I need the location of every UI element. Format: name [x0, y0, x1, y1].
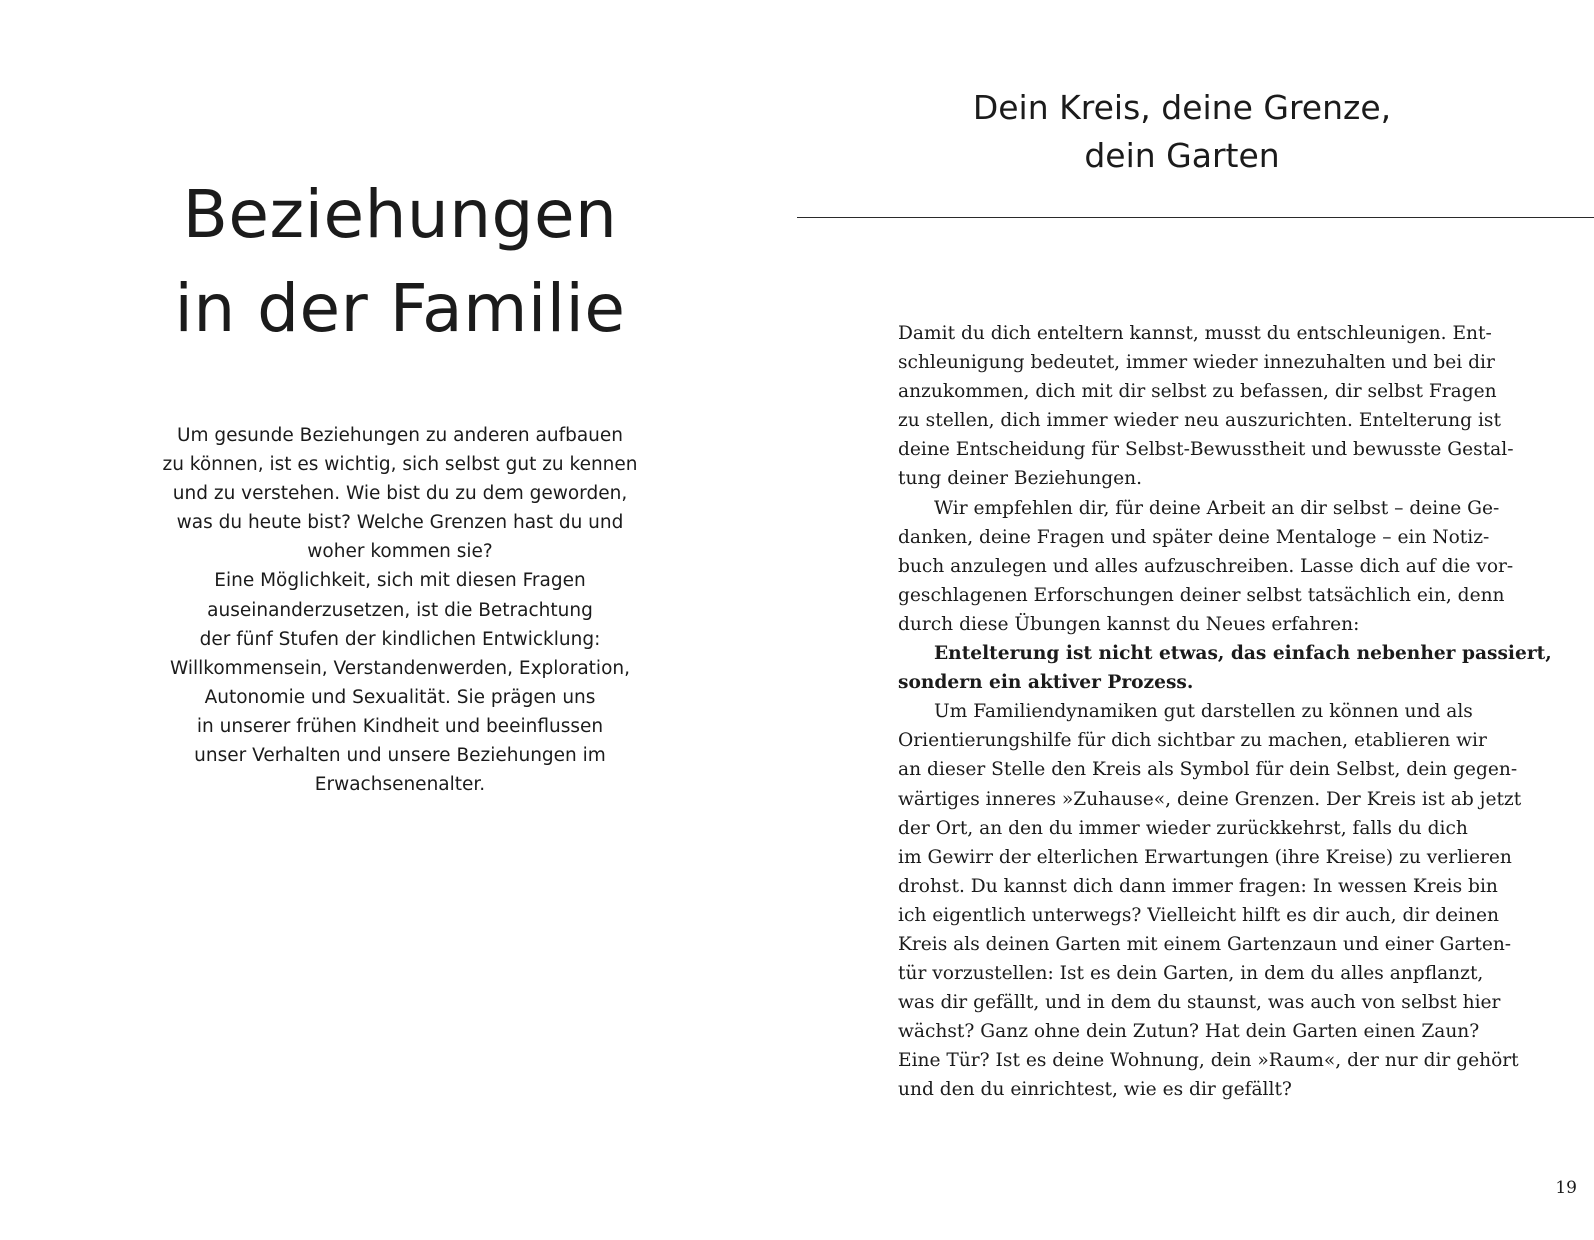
body-line: Orientierungshilfe für dich sichtbar zu machen, etablieren wir	[898, 730, 1487, 752]
right-page	[797, 0, 1594, 1240]
section-heading-line: Dein Kreis, deine Grenze,	[972, 88, 1392, 127]
body-line: geschlagenen Erforschungen deiner selbst tatsächlich ein, denn	[898, 584, 1505, 606]
intro-line: unser Verhalten und unsere Beziehungen im	[194, 745, 606, 767]
body-line: zu stellen, dich immer wieder neu auszurichten. Entelterung ist	[898, 410, 1501, 432]
emphasis-line: sondern ein aktiver Prozess.	[898, 672, 1194, 694]
body-line: schleunigung bedeutet, immer wieder innezuhalten und bei dir	[898, 352, 1495, 374]
page-number: 19	[1555, 1178, 1577, 1198]
body-line: drohst. Du kannst dich dann immer fragen: In wessen Kreis bin	[898, 875, 1498, 897]
intro-line: Autonomie und Sexualität. Sie prägen uns	[204, 686, 596, 708]
body-line: Um Familiendynamiken gut darstellen zu können und als	[934, 701, 1473, 723]
body-line: der Ort, an den du immer wieder zurückkehrst, falls du dich	[898, 817, 1468, 839]
body-text	[898, 319, 1552, 1105]
body-line: deine Entscheidung für Selbst-Bewusstheit und bewusste Gestal-	[898, 439, 1514, 461]
intro-line: Erwachsenenalter.	[314, 774, 486, 796]
chapter-title-line: Beziehungen	[182, 176, 618, 253]
intro-line: auseinanderzusetzen, ist die Betrachtung	[207, 599, 593, 621]
body-line: im Gewirr der elterlichen Erwartungen (ihre Kreise) zu verlieren	[898, 846, 1512, 868]
intro-line: woher kommen sie?	[307, 541, 493, 563]
body-line: Wir empfehlen dir, für deine Arbeit an dir selbst – deine Ge-	[934, 497, 1500, 519]
intro-line: Eine Möglichkeit, sich mit diesen Fragen	[214, 570, 586, 592]
body-line: danken, deine Fragen und später deine Mentaloge – ein Notiz-	[898, 526, 1490, 548]
heading-divider	[797, 217, 1594, 218]
chapter-title	[110, 168, 690, 356]
body-line: anzukommen, dich mit dir selbst zu befassen, dir selbst Fragen	[898, 381, 1497, 403]
chapter-title-line: in der Familie	[174, 270, 626, 347]
intro-line: was du heute bist? Welche Grenzen hast du und	[176, 512, 624, 534]
body-line: tung deiner Beziehungen.	[898, 468, 1142, 490]
body-line: tür vorzustellen: Ist es dein Garten, in dem du alles anpflanzt,	[898, 963, 1484, 985]
body-line: ich eigentlich unterwegs? Vielleicht hilft es dir auch, dir deinen	[898, 904, 1499, 926]
emphasis-line: Entelterung ist nicht etwas, das einfach nebenher passiert,	[934, 643, 1552, 665]
chapter-intro	[130, 421, 670, 799]
section-heading-line: dein Garten	[1084, 136, 1280, 175]
body-line: durch diese Übungen kannst du Neues erfahren:	[898, 613, 1360, 635]
intro-line: Um gesunde Beziehungen zu anderen aufbauen	[176, 425, 624, 446]
body-line: an dieser Stelle den Kreis als Symbol für dein Selbst, dein gegen-	[898, 759, 1518, 781]
intro-line: zu können, ist es wichtig, sich selbst gut zu kennen	[162, 454, 638, 476]
body-line: Damit du dich enteltern kannst, musst du entschleunigen. Ent-	[898, 323, 1492, 344]
body-line: und den du einrichtest, wie es dir gefällt?	[898, 1079, 1292, 1101]
intro-line: Willkommensein, Verstandenwerden, Exploration,	[170, 657, 630, 679]
section-heading	[837, 84, 1527, 180]
intro-line: in unserer frühen Kindheit und beeinflussen	[196, 715, 604, 737]
body-line: Eine Tür? Ist es deine Wohnung, dein »Raum«, der nur dir gehört	[898, 1050, 1519, 1072]
body-line: buch anzulegen und alles aufzuschreiben. Lasse dich auf die vor-	[898, 555, 1514, 577]
body-line: Kreis als deinen Garten mit einem Gartenzaun und einer Garten-	[898, 933, 1512, 955]
body-line: wächst? Ganz ohne dein Zutun? Hat dein Garten einen Zaun?	[898, 1021, 1480, 1043]
body-line: wärtiges inneres »Zuhause«, deine Grenzen. Der Kreis ist ab jetzt	[898, 788, 1522, 810]
intro-line: der fünf Stufen der kindlichen Entwicklung:	[199, 628, 601, 650]
body-line: was dir gefällt, und in dem du staunst, was auch von selbst hier	[898, 992, 1501, 1014]
intro-line: und zu verstehen. Wie bist du zu dem geworden,	[172, 483, 628, 505]
